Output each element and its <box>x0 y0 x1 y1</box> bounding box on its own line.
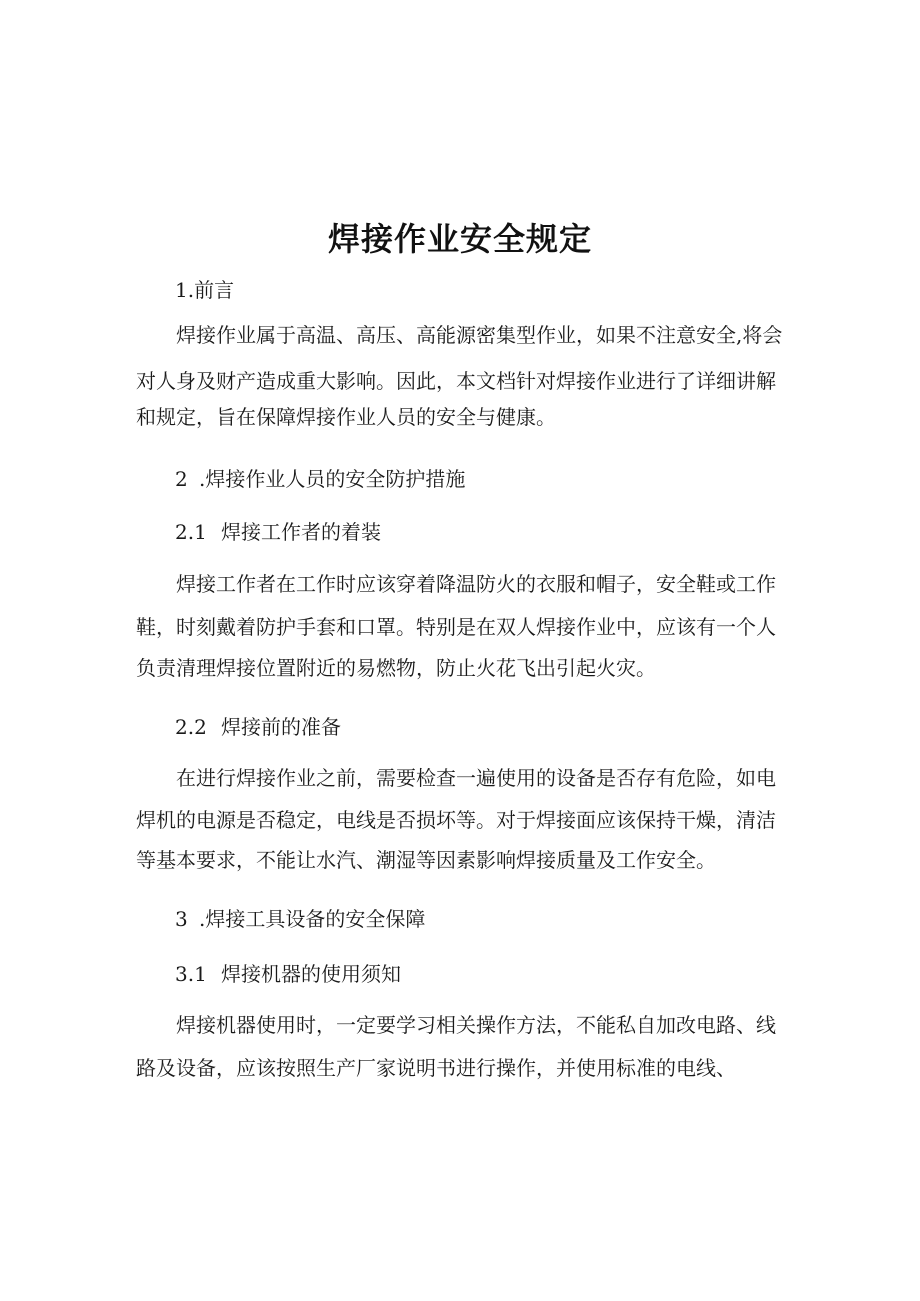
paragraph-line: 在进行焊接作业之前，需要检查一遍使用的设备是否存有危险，如电 <box>176 766 776 790</box>
paragraph-line: 焊接机器使用时，一定要学习相关操作方法，不能私自加改电路、线 <box>176 1013 776 1037</box>
section-title: 焊接前的准备 <box>221 715 341 739</box>
subsection-heading-2-1 <box>175 520 381 544</box>
section-number: 3 <box>175 907 188 931</box>
section-title: 焊接机器的使用须知 <box>221 962 401 986</box>
section-number: 2 <box>175 467 188 491</box>
paragraph-line: 路及设备，应该按照生产厂家说明书进行操作，并使用标准的电线、 <box>136 1056 736 1080</box>
paragraph-line: 焊接工作者在工作时应该穿着降温防火的衣服和帽子，安全鞋或工作 <box>176 572 776 596</box>
section-title: .焊接工具设备的安全保障 <box>199 907 426 931</box>
section-number: 2.2 <box>175 715 207 739</box>
paragraph-line: 对人身及财产造成重大影响。因此，本文档针对焊接作业进行了详细讲解 <box>136 369 776 393</box>
section-heading-2 <box>175 467 465 491</box>
document-title: 焊接作业安全规定 <box>327 220 592 258</box>
section-number: 2.1 <box>175 520 207 544</box>
section-heading-3 <box>175 907 425 931</box>
paragraph-line: 负责清理焊接位置附近的易燃物，防止火花飞出引起火灾。 <box>136 656 656 680</box>
paragraph-line: 焊机的电源是否稳定，电线是否损坏等。对于焊接面应该保持干燥，清洁 <box>136 808 776 832</box>
subsection-heading-3-1 <box>175 962 401 986</box>
paragraph-line: 和规定，旨在保障焊接作业人员的安全与健康。 <box>136 405 556 429</box>
subsection-heading-2-2 <box>175 715 341 739</box>
section-number: 3.1 <box>175 962 207 986</box>
paragraph-line: 鞋，时刻戴着防护手套和口罩。特别是在双人焊接作业中，应该有一个人 <box>136 615 776 639</box>
section-title: .焊接作业人员的安全防护措施 <box>199 467 466 491</box>
section-title: 焊接工作者的着装 <box>221 520 381 544</box>
section-heading-1: 1.前言 <box>175 278 235 302</box>
paragraph-line: 等基本要求，不能让水汽、潮湿等因素影响焊接质量及工作安全。 <box>136 848 716 872</box>
paragraph-line: 焊接作业属于高温、高压、高能源密集型作业，如果不注意安全,将会 <box>176 323 783 347</box>
